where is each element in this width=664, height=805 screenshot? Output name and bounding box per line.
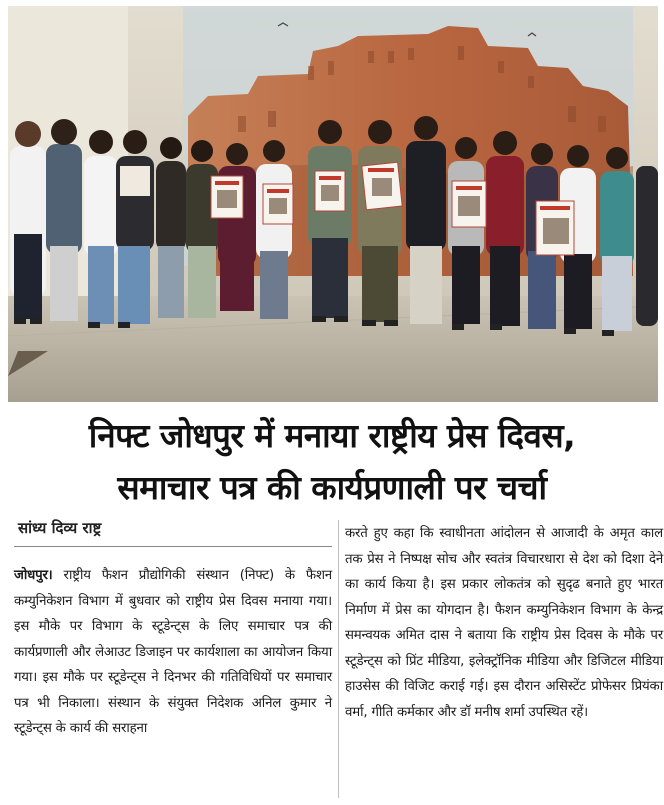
dateline: जोधपुर। (14, 568, 53, 583)
group-photo (8, 6, 658, 402)
article-right-column: करते हुए कहा कि स्वाधीनता आंदोलन से आजादी के अमृत काल तक प्रेस ने निष्पक्ष सोच और स्वतंत्र विचारधारा से देश को दिशा देने का कार्य किया है। इस प्रकार लोकतंत्र को सुदृढ बनाते हुए भारत निर्माण में प्रेस का योगदान है। फैशन कम्युनिकेशन विभाग के केन्द्र समन्वयक अमित दास ने बताया कि राष्ट्रीय प्रेस दिवस के मौके पर स्टूडेन्ट्स को प्रिंट मीडिया, इलेक्ट्रॉनिक मीडिया और डिजिटल मीडिया हाउसेस की विजिट कराई गई। इस दौरान असिस्टेंट प्रोफेसर प्रियंका वर्मा, गीति कर्मकार और डॉ मनीष शर्मा उपस्थित रहें। (345, 526, 663, 720)
headline (0, 410, 664, 514)
byline: सांध्य दिव्य राष्ट्र (18, 519, 102, 537)
headline-line-1: निफ्ट जोधपुर में मनाया राष्ट्रीय प्रेस दिवस, (88, 416, 576, 455)
article-left-text: राष्ट्रीय फैशन प्रौद्योगिकी संस्थान (निफ्ट) के फैशन कम्युनिकेशन विभाग में बुधवार को राष्ट्रीय प्रेस दिवस मनाया गया। इस मौके पर विभाग के स्टूडेन्ट्स के लिए समाचार पत्र की कार्यप्रणाली और लेआउट डिजाइन पर कार्यशाला का आयोजन किया गया। इस मौके पर स्टूडेन्ट्स ने दिनभर की गतिविधियों पर समाचार पत्र भी निकाला। संस्थान के संयुक्त निदेशक अनिल कुमार ने स्टूडेन्ट्स के कार्य की सराहना (14, 568, 332, 736)
article-left-column (14, 563, 332, 742)
byline-rule (14, 546, 332, 547)
column-divider (338, 520, 339, 798)
headline-line-2: समाचार पत्र की कार्यप्रणाली पर चर्चा (117, 468, 547, 507)
